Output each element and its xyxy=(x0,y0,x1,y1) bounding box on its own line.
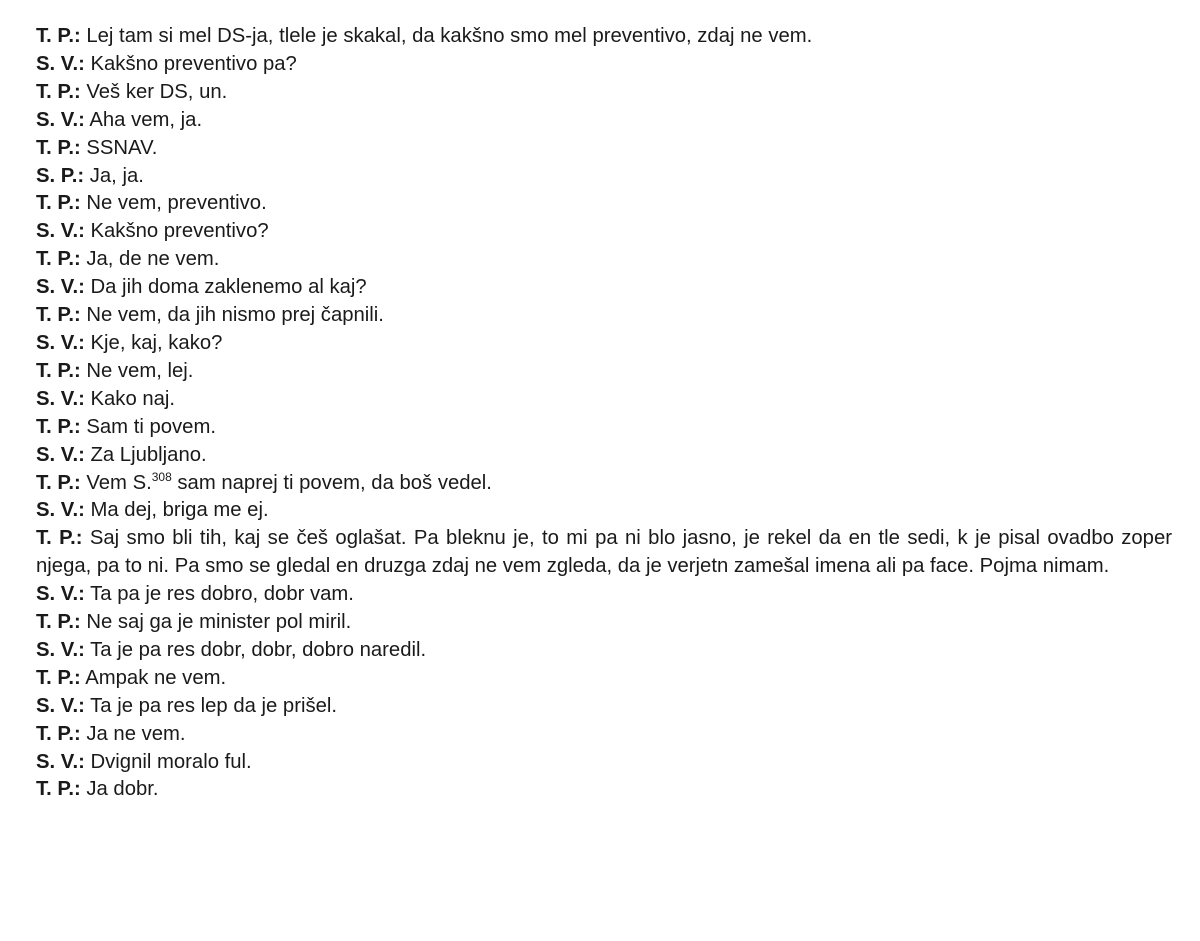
transcript-line xyxy=(36,302,1172,330)
transcript-line xyxy=(36,581,1172,609)
utterance-text: Ne saj ga je minister pol miril. xyxy=(86,611,352,634)
footnote-marker: 308 xyxy=(151,469,172,484)
transcript-line xyxy=(36,525,1172,581)
utterance-text: Ne vem, lej. xyxy=(86,359,194,382)
speaker-label: T. P.: xyxy=(36,611,81,634)
transcript-line xyxy=(36,414,1172,442)
transcript-line xyxy=(36,776,1172,804)
speaker-label: S. V.: xyxy=(36,443,85,466)
transcript-line xyxy=(36,218,1172,246)
transcript-line xyxy=(36,79,1172,107)
transcript-line xyxy=(36,609,1172,637)
transcript-line xyxy=(36,470,1172,498)
transcript-line xyxy=(36,163,1172,191)
speaker-label: S. V.: xyxy=(36,387,85,410)
utterance-text: Kako naj. xyxy=(90,387,176,410)
speaker-label: T. P.: xyxy=(36,25,81,47)
utterance-text: Ta je pa res dobr, dobr, dobro naredil. xyxy=(90,638,427,661)
utterance-text: Saj smo bli tih, kaj se češ oglašat. Pa bleknu je, to mi pa ni blo jasno, je rekel da en tle sedi, k je pisal ovadbo zoper njega, pa to ni. Pa smo se gledal en druzga zdaj ne vem zgleda, da je verjetn zamešal imena ali pa face. Pojma nimam. xyxy=(36,527,1172,578)
transcript-line xyxy=(36,749,1172,777)
speaker-label: S. V.: xyxy=(36,52,85,75)
speaker-label: T. P.: xyxy=(36,527,83,550)
utterance-text: Ta je pa res lep da je prišel. xyxy=(90,694,338,717)
transcript-line xyxy=(36,274,1172,302)
transcript-line xyxy=(36,135,1172,163)
utterance-text: SSNAV. xyxy=(86,136,158,159)
speaker-label: T. P.: xyxy=(36,359,81,382)
transcript-line xyxy=(36,23,1172,51)
speaker-label: S. V.: xyxy=(36,499,85,522)
transcript-line xyxy=(36,665,1172,693)
speaker-label: S. V.: xyxy=(36,694,85,717)
utterance-text: Ja, de ne vem. xyxy=(86,248,220,271)
utterance-text-after-footnote: sam naprej ti povem, da boš vedel. xyxy=(171,471,492,494)
utterance-text-before-footnote: Vem S. xyxy=(86,471,152,494)
utterance-text: Sam ti povem. xyxy=(86,415,216,438)
speaker-label: S. V.: xyxy=(36,583,85,606)
speaker-label: T. P.: xyxy=(36,248,81,271)
speaker-label: T. P.: xyxy=(36,415,81,438)
speaker-label: S. V.: xyxy=(36,331,85,354)
utterance-text: Ja, ja. xyxy=(89,164,144,187)
speaker-label: T. P.: xyxy=(36,192,81,215)
speaker-label: S. V.: xyxy=(36,108,85,131)
speaker-label: T. P.: xyxy=(36,666,81,689)
utterance-text: Aha vem, ja. xyxy=(89,108,203,131)
utterance-text: Lej tam si mel DS-ja, tlele je skakal, da kakšno smo mel preventivo, zdaj ne vem. xyxy=(86,25,813,47)
transcript-line xyxy=(36,693,1172,721)
transcript-line xyxy=(36,190,1172,218)
utterance-text: Da jih doma zaklenemo al kaj? xyxy=(90,276,367,299)
utterance-text: Ampak ne vem. xyxy=(85,666,227,689)
utterance-text: Za Ljubljano. xyxy=(90,443,207,466)
transcript-line xyxy=(36,246,1172,274)
utterance-text: Ne vem, preventivo. xyxy=(86,192,267,215)
transcript-line xyxy=(36,51,1172,79)
speaker-label: T. P.: xyxy=(36,304,81,327)
speaker-label: S. V.: xyxy=(36,276,85,299)
transcript-line xyxy=(36,497,1172,525)
speaker-label: S. V.: xyxy=(36,220,85,243)
speaker-label: T. P.: xyxy=(36,136,81,159)
utterance-text: Ma dej, briga me ej. xyxy=(90,499,269,522)
utterance-text: Kakšno preventivo pa? xyxy=(90,52,297,75)
speaker-label: T. P.: xyxy=(36,722,81,745)
transcript-line xyxy=(36,442,1172,470)
utterance-text: Ta pa je res dobro, dobr vam. xyxy=(90,583,354,606)
speaker-label: S. P.: xyxy=(36,164,85,187)
utterance-text: Veš ker DS, un. xyxy=(86,80,228,103)
utterance-text: Dvignil moralo ful. xyxy=(90,750,252,773)
transcript-line xyxy=(36,637,1172,665)
utterance-text: Kakšno preventivo? xyxy=(90,220,269,243)
utterance-text: Ne vem, da jih nismo prej čapnili. xyxy=(86,304,384,327)
utterance-text: Ja dobr. xyxy=(86,778,159,801)
transcript-line xyxy=(36,107,1172,135)
transcript-line xyxy=(36,386,1172,414)
transcript-line xyxy=(36,721,1172,749)
transcript-line xyxy=(36,358,1172,386)
transcript-line xyxy=(36,330,1172,358)
speaker-label: T. P.: xyxy=(36,80,81,103)
speaker-label: T. P.: xyxy=(36,471,81,494)
utterance-text: Ja ne vem. xyxy=(86,722,186,745)
speaker-label: T. P.: xyxy=(36,778,81,801)
utterance-text: Kje, kaj, kako? xyxy=(90,331,223,354)
speaker-label: S. V.: xyxy=(36,638,85,661)
speaker-label: S. V.: xyxy=(36,750,85,773)
